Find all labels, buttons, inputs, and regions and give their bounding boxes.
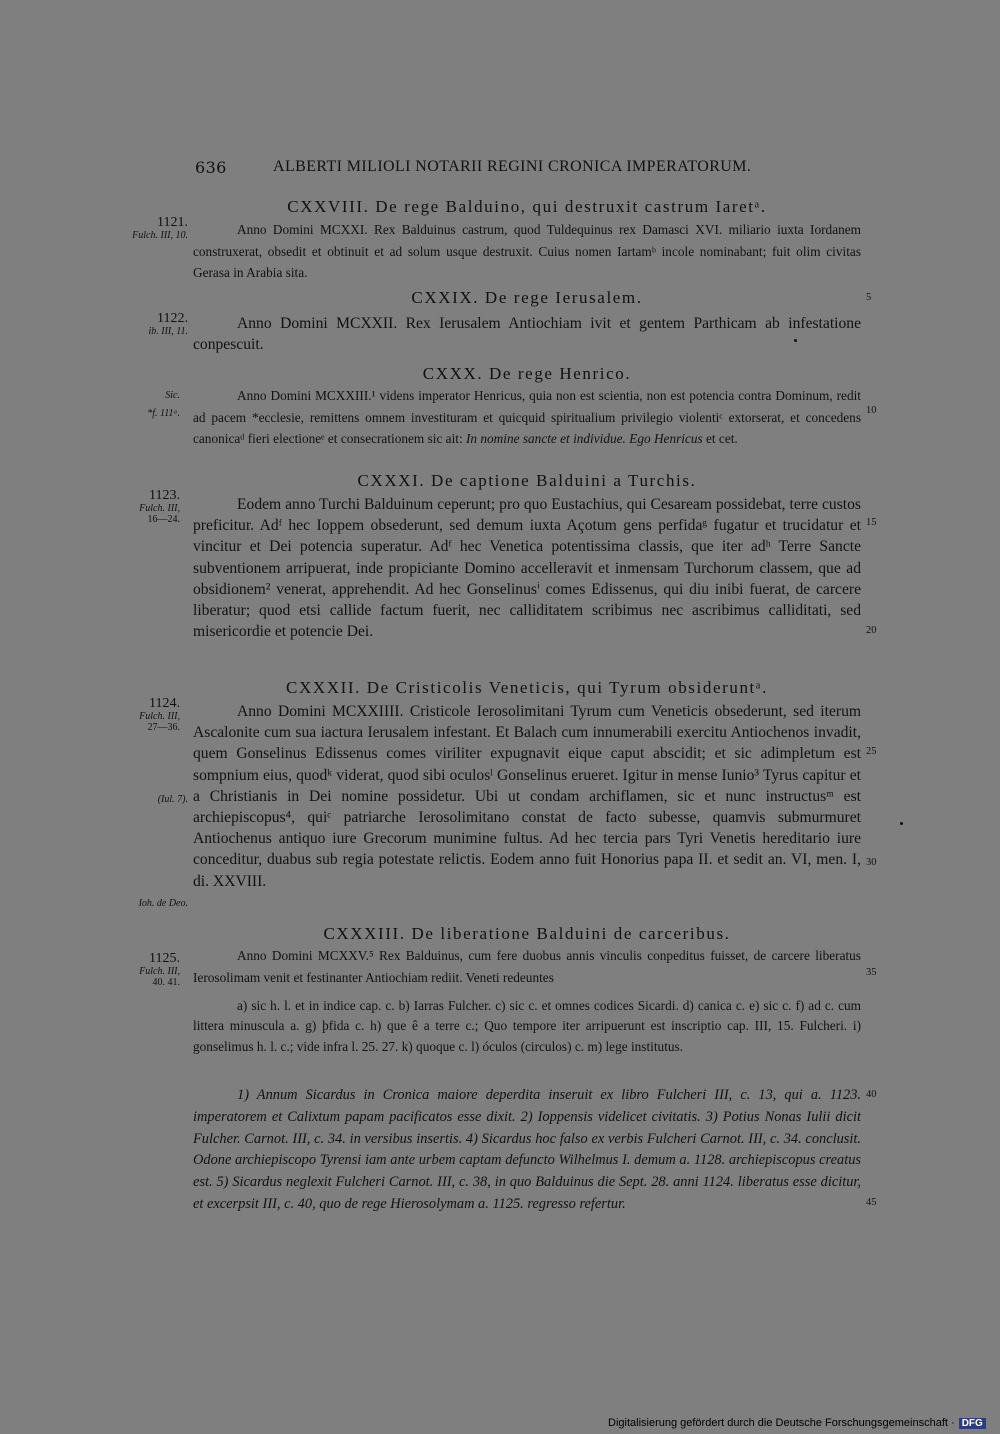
section-title: CXXXIII. De liberatione Balduini de carceribus. [323,924,731,943]
line-number: 35 [866,967,877,978]
speck [794,339,797,342]
running-title: ALBERTI MILIOLI NOTARII REGINI CRONICA IMPERATORUM. [273,158,752,175]
dfg-logo: DFG [959,1418,986,1429]
line-number: 5 [866,292,872,303]
section-title: CXXX. De rege Henrico. [422,364,632,383]
line-number: 15 [866,517,877,528]
line-number: 40 [866,1089,877,1100]
margin-note-1125: 1125. Fulch. III, 40. 41. [139,951,180,988]
section-title: CXXXII. De Cristicolis Veneticis, qui Tyrum obsideruntᵃ. [286,678,768,697]
section-text: Anno Domini MCXXIIII. Cristicole Ierosolimitani Tyrum cum Veneticis obsederunt, sed iterum Ascalonite cum sua iactura Ierusalem infestant. Et Balach cum innumerabili exercitu Antiochenos invadit, quem Gonselinus Edissenus comes viriliter expugnavit eique caput abscidit; et sic adimpletum est sompnium eius, quodᵏ viderat, quod sibi oculosˡ Gonselinus erueret. Igitur in mense Iunio³ Tyrus capitur et a Christianis in Dei nomine possidetur. Ubi ut condam archiflamen, sic et nunc instructusᵐ est archiepiscopus⁴, quiᶜ patriarche Ierosolimitano constat de facto subesse, quamvis submurmuret Antiochenus antiquo iure Grecorum munimine fultus. Ad hec tercia pars Tyri Venetis hereditario iure conceditur, duabus sub regia potestate relictis. Eodem anno fuit Honorius papa II. et sedit an. VI, men. I, di. XXVIII. [193,703,861,890]
margin-note-1123: 1123. Fulch. III, 16—24. [139,488,180,525]
margin-note-1121: 1121. Fulch. III, 10. [132,215,188,241]
footnotes-text: 1) Annum Sicardus in Cronica maiore deperdita inseruit ex libro Fulcheri III, c. 13, qui a. 1123. imperatorem et Calixtum papam pacificatos esse dixit. 2) Ioppensis videlicet civitatis. 3) Potius Nonas Iulii dicit Fulcher. Carnot. III, c. 34. in versibus insertis. 4) Sicardus hoc falso ex verbis Fulcheri Carnot. III, c. 34. conclusit. Odone archiepiscopo Tyrensi iam ante urbem captam defuncto Wilhelmus I. demum a. 1128. archiepiscopus creatus est. 5) Sicardus neglexit Fulcheri Carnot. III, c. 38, in quo Balduinus die Sept. 28. anni 1124. liberatus esse dicitur, et excerpsit III, c. 40, quo de rege Hierosolymam a. 1125. regresso refertur. [193,1087,861,1212]
section-cxxx [193,364,861,450]
margin-note-folio: *f. 111ᵃ. [147,408,180,419]
section-cxxviii [193,197,861,284]
apparatus-text: a) sic h. l. et in indice cap. c. b) Iarras Fulcher. c) sic c. et omnes codices Sicardi. d) canica c. e) sic c. f) ad c. cum littera minuscula a. g) þfida c. h) que ê a terre c.; Quo tempore iter arripuerunt est inscriptio cap. III, 15. Fulcheri. i) gonselimus h. l. c.; vide infra l. 25. 27. k) quoque c. l) óculos (circulos) c. m) lege institutus. [193,998,861,1054]
section-title: CXXXI. De captione Balduini a Turchis. [357,471,697,490]
footer-credit: Digitalisierung gefördert durch die Deutsche Forschungsgemeinschaft · DFG [608,1417,986,1429]
line-number: 30 [866,857,877,868]
critical-apparatus [193,996,861,1057]
margin-note-1122: 1122. ib. III, 11. [148,311,188,337]
page-number: 636 [195,158,227,177]
section-text: Anno Domini MCXXII. Rex Ierusalem Antiochiam ivit et gentem Parthicam ab infestatione conpescuit. [193,315,861,354]
section-cxxxii [193,678,861,892]
margin-note-sic: Sic. [165,390,180,401]
section-text: Anno Domini MCXXI. Rex Balduinus castrum, quod Tuldequinus rex Damasci XVI. miliario iuxta Iordanem construxerat, obsedit et obtinuit et ad solum usque destruxit. Cuius nomen Iartamᵇ incole nominabant; fuit olim civitas Gerasa in Arabia sita. [193,222,861,281]
margin-note-ioh: Ioh. de Deo. [138,898,188,909]
line-number: 45 [866,1197,877,1208]
section-cxxxi [193,471,861,642]
section-text: Anno Domini MCXXIII.¹ videns imperator Henricus, quia non est scientia, non est potencia contra Dominum, redit ad pacem *ecclesie, remittens omnem investituram et quicquid spiritualium privilegio violentiᶜ extorserat, et concedens canonicaᵈ fieri electioneᵉ et consecrationem sic ait: In nomine sancte et individue. Ego Henricus et cet. [193,388,861,447]
speck [900,822,903,825]
section-cxxxiii [193,924,861,988]
line-number: 10 [866,405,877,416]
section-title: CXXIX. De rege Ierusalem. [411,288,643,307]
margin-note-1124: 1124. Fulch. III, 27—36. [139,696,180,733]
section-text: Anno Domini MCXXV.⁵ Rex Balduinus, cum fere duobus annis vinculis conpeditus fuisset, de carcere liberatus Ierosolimam venit et festinanter Antiochiam rediit. Veneti redeuntes [193,948,861,985]
margin-note-iul: (Iul. 7). [157,794,188,805]
footnotes [193,1085,861,1216]
section-cxxix [193,288,861,355]
section-title: CXXVIII. De rege Balduino, qui destruxit castrum Iaretᵃ. [287,197,767,216]
line-number: 25 [866,746,877,757]
section-text: Eodem anno Turchi Balduinum ceperunt; pro quo Eustachius, qui Cesaream possidebat, terre custos preficitur. Adᶠ hec Ioppem obsederunt, sed demum iuxta Açotum gens perfidaᵍ fugatur et trucidatur et vincitur et Dei potencia superatur. Adᶠ hec Venetica potentissima classis, que iter adʰ Terre Sancte subventionem arripuerat, inde propiciante Domino accelleravit et inmensam Turchorum classem, que ad obsidionem² venerat, apprehendit. Ad hec Gonselinusⁱ comes Edissenus, qui diu inibi fuerat, de carcere liberatur; quod etsi callide factum fuerit, nec calliditatem scribimus nec ascribimus calliditati, sed misericordie et potencie Dei. [193,496,861,641]
charter-incipit: In nomine sancte et individue. Ego Henricus [465,431,703,447]
line-number: 20 [866,625,877,636]
